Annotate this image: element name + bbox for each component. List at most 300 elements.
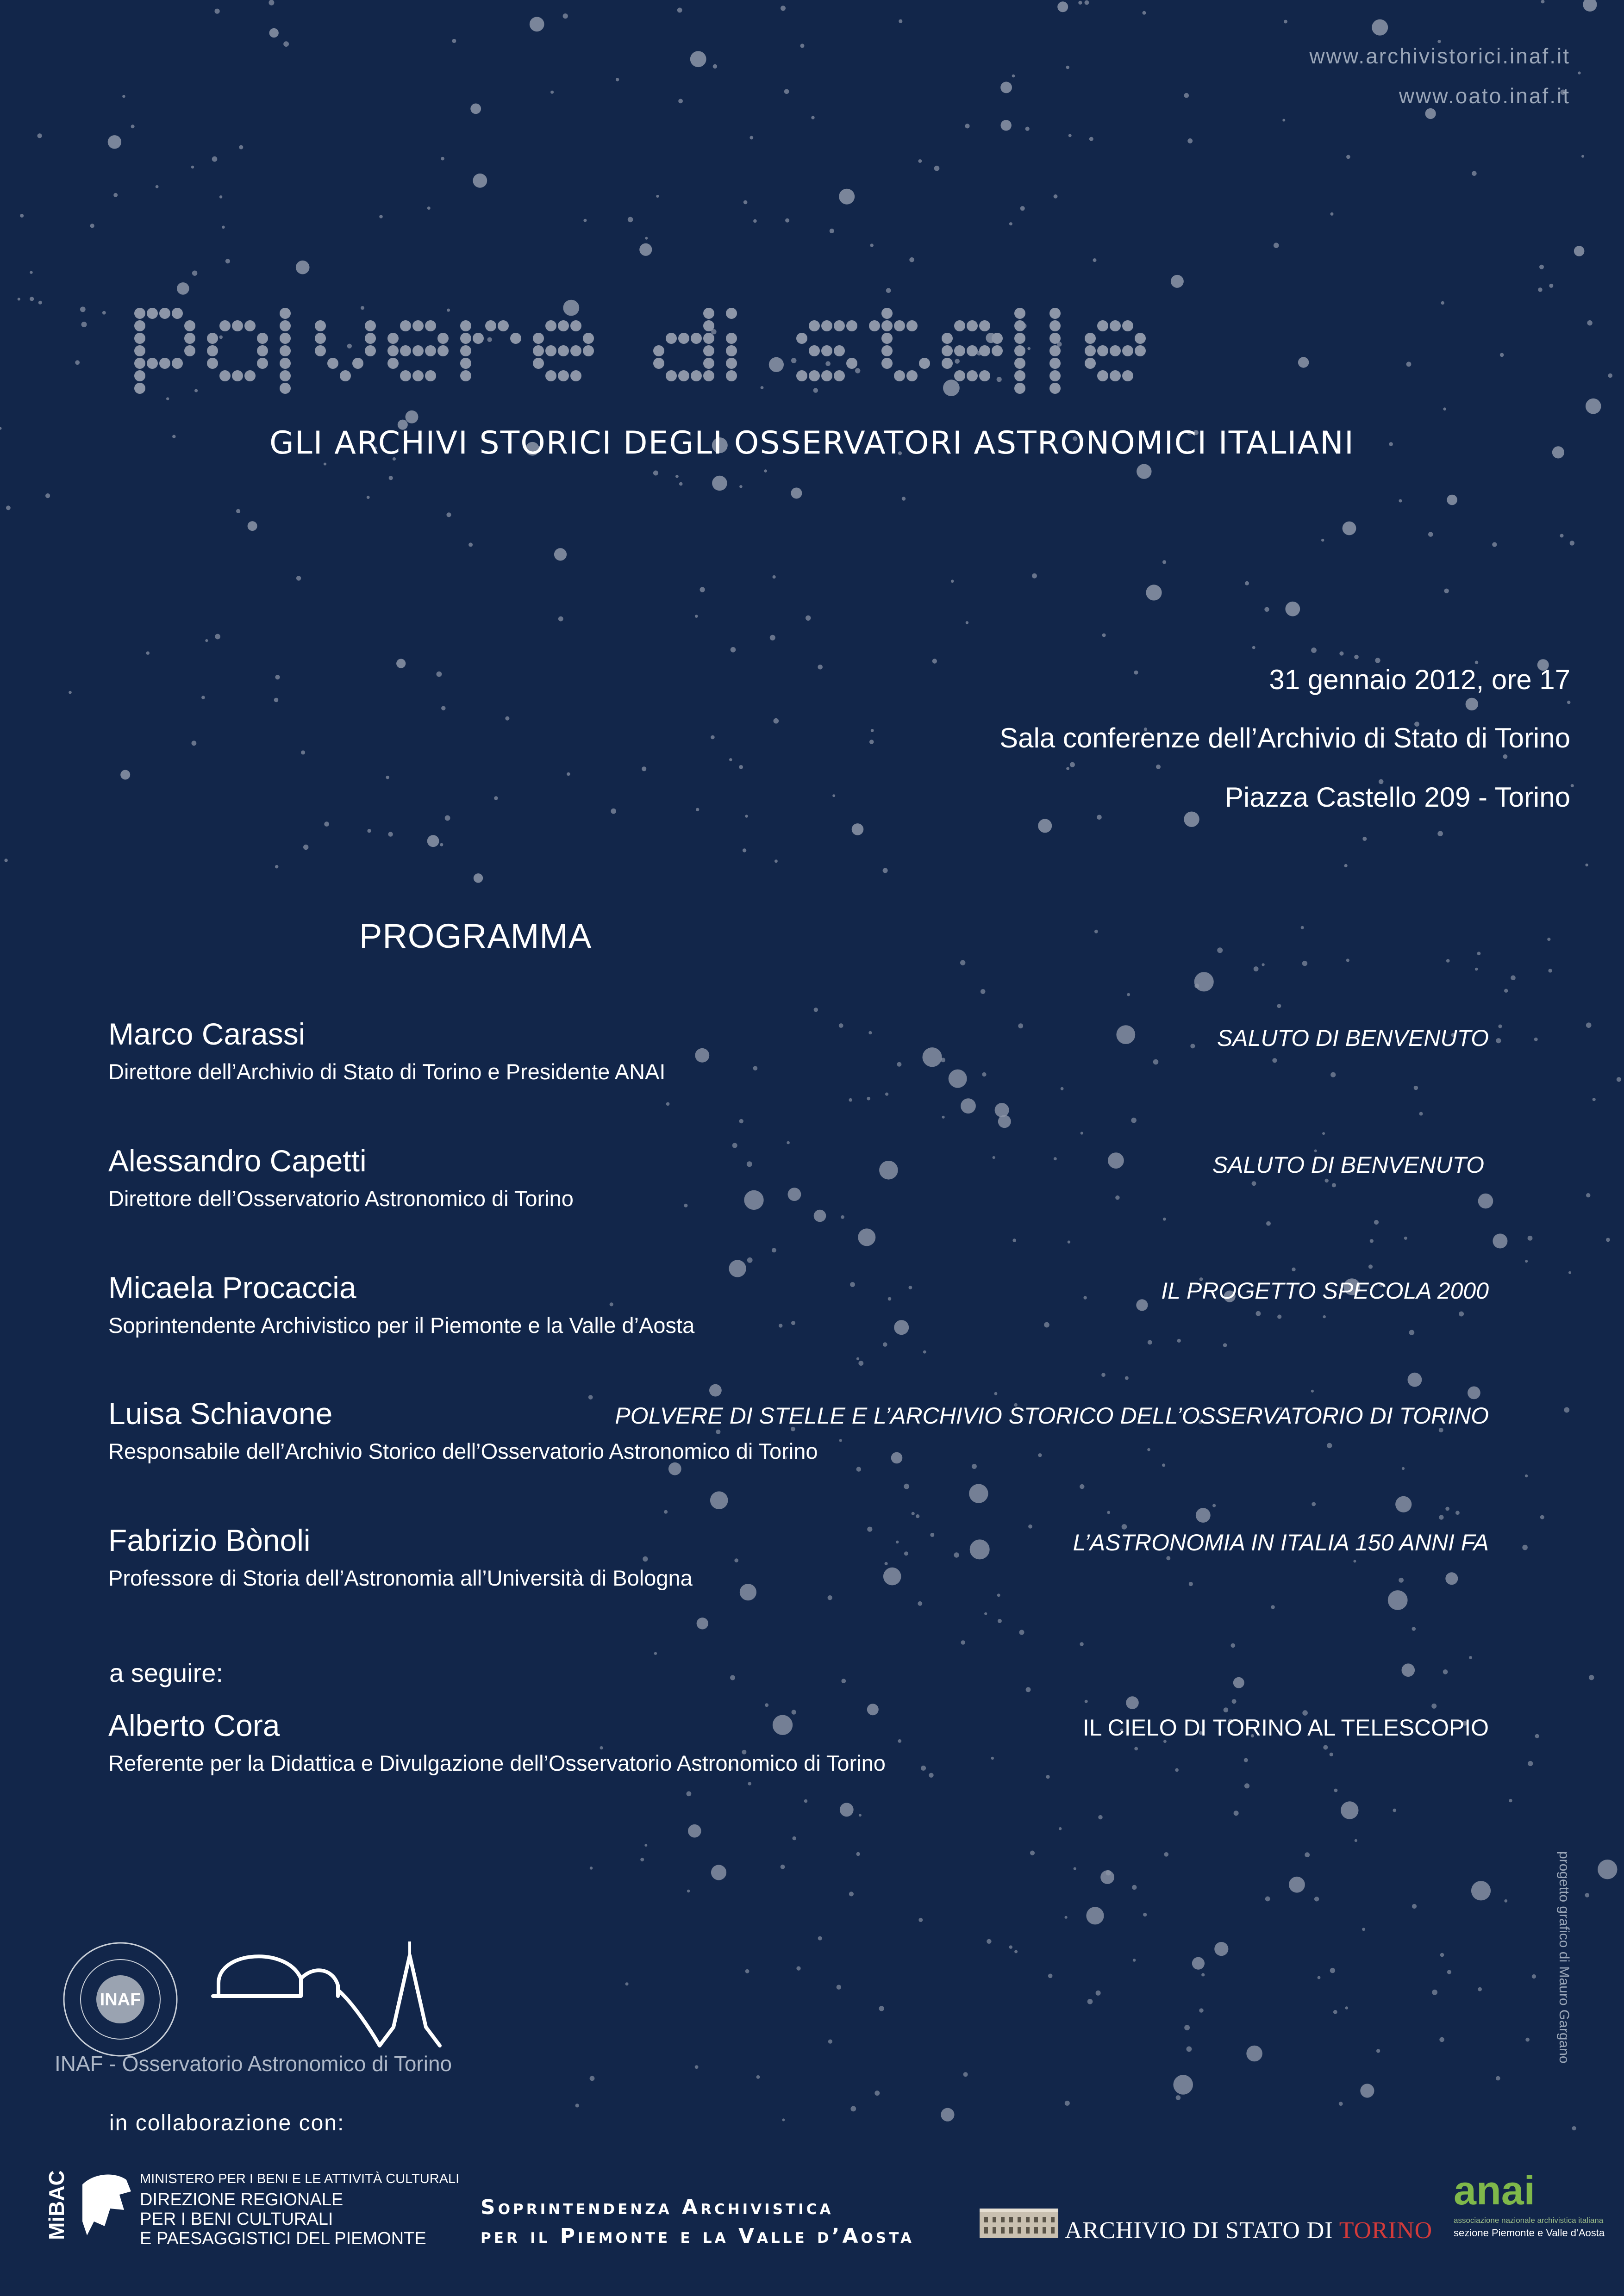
star xyxy=(899,19,902,23)
star xyxy=(80,307,86,312)
star xyxy=(684,1204,687,1207)
star xyxy=(1466,698,1478,710)
star xyxy=(192,740,197,746)
star xyxy=(849,1892,854,1896)
title-dot-lettering xyxy=(125,296,1097,412)
star xyxy=(1018,1023,1023,1028)
star xyxy=(818,1936,822,1941)
star xyxy=(898,1739,901,1743)
star xyxy=(923,1350,926,1354)
star xyxy=(1528,1761,1533,1766)
star xyxy=(1360,2084,1374,2097)
star xyxy=(1538,287,1542,292)
star xyxy=(839,1023,843,1028)
star xyxy=(918,159,922,163)
star xyxy=(739,485,743,488)
star xyxy=(494,796,498,800)
star xyxy=(156,185,159,188)
star xyxy=(1153,1059,1159,1065)
star xyxy=(1586,398,1601,414)
star xyxy=(942,1116,945,1119)
star xyxy=(779,1324,782,1327)
star xyxy=(296,576,301,580)
star xyxy=(1585,864,1588,866)
star xyxy=(1212,1504,1216,1507)
title-dot xyxy=(1097,370,1108,381)
star xyxy=(396,659,406,668)
star xyxy=(563,13,568,19)
star xyxy=(732,1143,737,1148)
speaker-role: Professore di Storia dell’Astronomia all’Università di Bologna xyxy=(108,1566,693,1590)
star xyxy=(941,2108,954,2122)
star xyxy=(379,215,383,218)
title-dot xyxy=(703,358,714,369)
star xyxy=(1101,1373,1106,1377)
title-dot xyxy=(726,308,737,319)
star xyxy=(870,243,874,247)
star xyxy=(296,261,310,274)
star xyxy=(867,1704,879,1715)
title-dot xyxy=(1049,370,1061,381)
title-dot xyxy=(232,320,243,331)
star xyxy=(1148,1340,1152,1344)
title-dot xyxy=(1085,358,1096,369)
star xyxy=(678,99,683,104)
title-dot xyxy=(942,345,953,356)
star xyxy=(1086,1907,1104,1924)
title-dot xyxy=(1014,358,1025,369)
star xyxy=(1318,1976,1321,1979)
star xyxy=(1085,1700,1088,1703)
star xyxy=(1399,499,1402,503)
star xyxy=(1587,320,1592,325)
star xyxy=(113,193,118,197)
title-dot xyxy=(1097,320,1108,331)
star xyxy=(122,95,125,98)
star xyxy=(753,219,757,223)
star xyxy=(1009,1945,1012,1948)
star xyxy=(740,1584,756,1600)
star xyxy=(984,1612,987,1615)
star xyxy=(1425,108,1436,119)
star xyxy=(818,665,823,670)
star xyxy=(1606,1238,1610,1242)
mibac-line: DIREZIONE REGIONALE xyxy=(140,2190,344,2209)
star xyxy=(1414,1086,1418,1090)
star xyxy=(269,28,279,37)
star xyxy=(1539,265,1544,269)
star xyxy=(1402,1663,1415,1677)
star xyxy=(1428,532,1433,537)
star xyxy=(918,1918,923,1922)
title-dot xyxy=(821,370,832,381)
star xyxy=(696,808,699,811)
title-dot xyxy=(1014,308,1025,319)
star xyxy=(1334,1789,1338,1792)
star xyxy=(1339,2102,1343,2106)
star xyxy=(1339,651,1343,655)
star xyxy=(773,1715,793,1735)
event-address: Piazza Castello 209 - Torino xyxy=(1225,782,1570,813)
star xyxy=(643,1556,648,1562)
star xyxy=(1059,1827,1062,1830)
title-dot xyxy=(244,320,256,331)
star xyxy=(1068,1240,1070,1243)
speaker-role: Soprintendente Archivistico per il Piemonte e la Valle d’Aosta xyxy=(108,1313,695,1338)
archivio-building-icon xyxy=(978,2207,1060,2240)
star xyxy=(709,1384,722,1397)
star xyxy=(1282,119,1285,122)
star xyxy=(837,1985,841,1990)
star xyxy=(1528,1236,1533,1241)
star xyxy=(1038,1453,1042,1457)
star xyxy=(102,311,106,315)
star xyxy=(1133,1959,1136,1962)
star xyxy=(1447,1970,1451,1974)
star xyxy=(1525,1260,1528,1263)
star xyxy=(1564,1407,1569,1413)
star xyxy=(108,135,121,149)
title-dot xyxy=(280,333,291,344)
star xyxy=(883,868,888,873)
star xyxy=(1194,972,1214,991)
title-dot xyxy=(1122,370,1133,381)
website-oato[interactable]: www.oato.inaf.it xyxy=(1399,84,1570,108)
star xyxy=(1254,966,1259,971)
speaker-name: Marco Carassi xyxy=(108,1017,306,1051)
star xyxy=(700,587,705,592)
star xyxy=(1009,222,1012,225)
star xyxy=(1156,765,1161,769)
star xyxy=(1500,353,1504,357)
star xyxy=(590,2076,595,2081)
title-dot xyxy=(1049,308,1061,319)
star xyxy=(972,1464,977,1469)
title-dot xyxy=(172,358,183,369)
star xyxy=(867,1527,872,1532)
star xyxy=(1570,541,1574,545)
star xyxy=(1525,2038,1530,2042)
title-dot xyxy=(315,320,326,331)
star xyxy=(1399,1578,1404,1583)
title-dot xyxy=(954,320,965,331)
star xyxy=(1419,1112,1423,1116)
star xyxy=(1323,1745,1328,1750)
title-dot xyxy=(1135,333,1146,344)
star xyxy=(558,616,563,622)
title-dot xyxy=(942,358,953,369)
star xyxy=(1066,767,1069,770)
star xyxy=(695,2065,699,2069)
star xyxy=(1408,1373,1422,1387)
star xyxy=(1311,1390,1314,1393)
star xyxy=(902,497,906,500)
title-dot xyxy=(545,320,556,331)
mibac-line: PER I BENI CULTURALI xyxy=(140,2209,333,2229)
star xyxy=(654,1652,657,1655)
title-dot xyxy=(184,333,195,344)
star xyxy=(445,815,450,821)
title-dot xyxy=(881,358,893,369)
title-dot xyxy=(703,308,714,319)
star xyxy=(772,1248,776,1252)
speaker-name: Micaela Procaccia xyxy=(108,1270,356,1305)
star xyxy=(849,1098,852,1102)
star xyxy=(625,1982,629,1985)
title-dot xyxy=(726,370,737,381)
star xyxy=(1330,1753,1333,1756)
star xyxy=(1493,1234,1507,1249)
star xyxy=(1617,1077,1621,1082)
star xyxy=(869,740,874,744)
star xyxy=(666,1102,670,1106)
star xyxy=(1311,647,1317,653)
star xyxy=(554,548,567,560)
star xyxy=(904,1484,909,1489)
title-dot xyxy=(159,308,170,319)
star xyxy=(1132,1885,1137,1890)
star xyxy=(1540,1515,1544,1519)
title-dot xyxy=(821,320,832,331)
star xyxy=(1085,0,1089,5)
star xyxy=(1406,362,1412,367)
title-dot xyxy=(678,333,689,344)
star xyxy=(473,174,487,188)
star xyxy=(916,1514,919,1518)
star xyxy=(830,229,834,233)
title-dot xyxy=(1110,370,1121,381)
star xyxy=(1511,975,1516,980)
star xyxy=(1046,1775,1049,1779)
star xyxy=(745,815,748,817)
title-dot xyxy=(583,345,594,356)
star xyxy=(1445,1572,1458,1585)
title-dot xyxy=(1049,320,1061,331)
star xyxy=(38,301,42,305)
star xyxy=(1187,138,1193,143)
star xyxy=(886,288,891,293)
title-dot xyxy=(147,308,158,319)
star xyxy=(711,1865,726,1880)
star xyxy=(1044,1322,1049,1328)
star xyxy=(949,1070,967,1088)
title-dot xyxy=(412,345,424,356)
star xyxy=(1431,1704,1437,1709)
title-dot xyxy=(1014,383,1025,394)
title-dot xyxy=(400,320,411,331)
star xyxy=(1404,1237,1407,1240)
star xyxy=(1126,1696,1139,1709)
star xyxy=(575,2103,579,2107)
follow-label: a seguire: xyxy=(109,1658,223,1687)
star xyxy=(406,411,418,423)
title-dot xyxy=(533,345,544,356)
title-dot xyxy=(558,370,569,381)
title-dot xyxy=(485,320,496,331)
star xyxy=(981,989,986,994)
star xyxy=(1078,1,1082,5)
star xyxy=(1252,646,1255,649)
title-dot xyxy=(1014,370,1025,381)
star xyxy=(987,1939,991,1944)
star xyxy=(69,691,72,694)
star xyxy=(1375,658,1380,663)
star xyxy=(1608,373,1612,378)
soprintendenza-line: per il Piemonte e la Valle d’Aosta xyxy=(481,2224,914,2248)
title-dot xyxy=(919,358,930,369)
star xyxy=(1074,1867,1076,1870)
star xyxy=(856,1852,860,1856)
star xyxy=(804,1799,808,1803)
star xyxy=(1098,1815,1102,1819)
star xyxy=(995,1103,1009,1117)
star xyxy=(222,226,225,229)
star xyxy=(1302,961,1307,966)
star xyxy=(1509,1799,1512,1802)
soprintendenza-line: Soprintendenza Archivistica xyxy=(481,2196,834,2219)
star xyxy=(215,9,220,14)
star xyxy=(1412,1904,1417,1909)
star xyxy=(1374,1220,1379,1225)
star xyxy=(1233,1677,1244,1688)
star xyxy=(653,471,658,476)
title-dot xyxy=(979,370,990,381)
star xyxy=(1162,1463,1165,1467)
star xyxy=(1265,1897,1270,1902)
star xyxy=(697,1618,708,1629)
title-dot xyxy=(460,320,471,331)
star xyxy=(923,1047,942,1067)
star xyxy=(324,463,326,466)
title-dot xyxy=(352,358,363,369)
star xyxy=(668,1462,681,1475)
star xyxy=(567,772,570,776)
title-dot xyxy=(1049,345,1061,356)
star xyxy=(1441,301,1444,305)
star xyxy=(1107,1511,1110,1514)
star xyxy=(1232,1699,1237,1704)
star xyxy=(1376,2049,1380,2053)
star xyxy=(1327,1443,1332,1448)
star xyxy=(644,1844,647,1847)
star xyxy=(1322,1132,1325,1135)
star xyxy=(858,1228,875,1246)
star xyxy=(1171,275,1184,288)
title-dot xyxy=(570,345,581,356)
star xyxy=(388,832,393,836)
star xyxy=(713,64,717,68)
title-dot xyxy=(257,345,268,356)
title-dot xyxy=(219,370,231,381)
title-dot xyxy=(365,333,376,344)
star xyxy=(1412,1627,1416,1631)
star xyxy=(1196,1508,1211,1523)
title-dot xyxy=(726,345,737,356)
title-dot xyxy=(653,345,664,356)
star xyxy=(781,1865,785,1869)
final-speaker-name: Alberto Cora xyxy=(108,1708,280,1742)
title-dot xyxy=(533,333,544,344)
star xyxy=(841,1679,846,1683)
title-dot xyxy=(796,333,807,344)
star xyxy=(1468,1387,1480,1400)
title-dot xyxy=(703,320,714,331)
star xyxy=(437,672,442,677)
star xyxy=(1190,1044,1195,1048)
star xyxy=(796,1966,800,1971)
star xyxy=(1332,1183,1336,1187)
star xyxy=(1568,1271,1571,1274)
star xyxy=(1081,1132,1083,1134)
star xyxy=(896,1541,899,1543)
programma-heading: PROGRAMMA xyxy=(359,917,592,955)
title-dot xyxy=(967,345,978,356)
star xyxy=(1012,75,1015,78)
star xyxy=(1298,357,1309,367)
website-archivistorici[interactable]: www.archivistorici.inaf.it xyxy=(1309,44,1570,68)
title-dot xyxy=(159,358,170,369)
title-dot xyxy=(809,370,820,381)
title-dot xyxy=(1085,345,1096,356)
title-dot xyxy=(400,370,411,381)
star xyxy=(1541,0,1545,3)
star xyxy=(793,1836,796,1840)
title-dot xyxy=(992,333,1003,344)
star xyxy=(301,750,305,754)
mibac-line: E PAESAGGISTICI DEL PIEMONTE xyxy=(140,2229,426,2248)
star xyxy=(961,1640,965,1644)
star xyxy=(1355,1839,1357,1842)
star xyxy=(791,488,802,499)
star xyxy=(1137,464,1151,479)
title-dot xyxy=(340,370,351,381)
star xyxy=(283,41,289,47)
star xyxy=(982,1072,986,1076)
title-dot xyxy=(498,320,509,331)
star xyxy=(1146,585,1162,600)
star xyxy=(1446,959,1450,963)
star xyxy=(1472,171,1477,176)
star xyxy=(616,78,619,81)
title-dot xyxy=(1014,345,1025,356)
star xyxy=(734,1558,738,1562)
star xyxy=(1346,155,1350,159)
star xyxy=(468,542,473,547)
title-dot xyxy=(219,320,231,331)
star xyxy=(1256,1311,1261,1316)
star xyxy=(1341,1801,1358,1819)
title-dot xyxy=(558,345,569,356)
star xyxy=(841,1215,844,1219)
title-dot xyxy=(809,320,820,331)
star xyxy=(1025,127,1030,131)
star xyxy=(628,217,633,223)
title-dot xyxy=(834,370,845,381)
star xyxy=(1038,819,1052,833)
speaker-role: Responsabile dell’Archivio Storico dell’Osservatorio Astronomico di Torino xyxy=(108,1439,818,1463)
star xyxy=(441,157,444,161)
star xyxy=(856,1357,859,1360)
star xyxy=(81,322,87,327)
title-dot xyxy=(134,383,145,394)
star xyxy=(427,835,439,847)
star xyxy=(1277,1314,1281,1319)
star xyxy=(850,2106,856,2112)
star xyxy=(739,1119,743,1123)
title-dot xyxy=(315,345,326,356)
mibac-logo-text: MiBAC xyxy=(44,2170,69,2240)
star xyxy=(1096,1991,1101,1996)
